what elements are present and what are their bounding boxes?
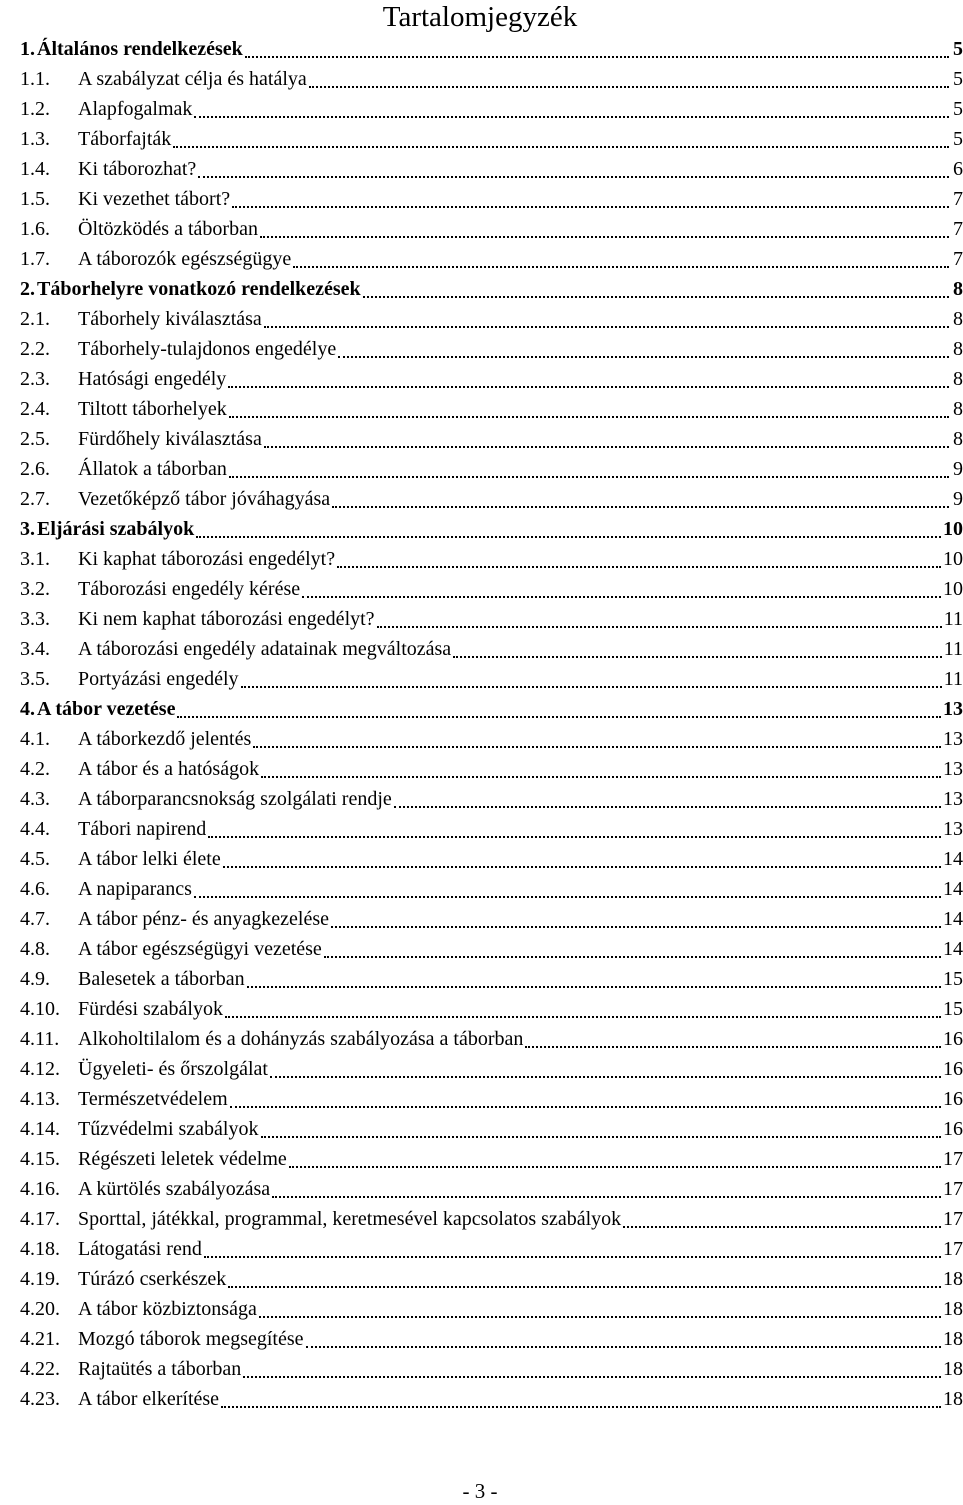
toc-entry-page: 13	[943, 698, 963, 720]
toc-entry-title: Tűzvédelmi szabályok	[78, 1118, 259, 1140]
toc-entry-number: 2.	[20, 278, 35, 300]
toc-entry-title: A tábor elkerítése	[78, 1388, 220, 1410]
dot-leader	[245, 34, 949, 64]
toc-section-entry[interactable]	[20, 1264, 963, 1294]
toc-entry-number: 4.18.	[20, 1238, 60, 1260]
toc-entry-number: 4.19.	[20, 1268, 60, 1290]
toc-section-entry[interactable]	[20, 1114, 963, 1144]
toc-entry-page: 11	[943, 668, 963, 690]
toc-section-entry[interactable]	[20, 784, 963, 814]
dot-leader	[194, 874, 941, 904]
toc-entry-title: Táborfajták	[78, 128, 172, 150]
toc-entry-page: 7	[953, 248, 963, 270]
toc-entry-number: 4.22.	[20, 1358, 60, 1380]
toc-entry-title: A táborparancsnokság szolgálati rendje	[78, 788, 392, 810]
toc-section-entry[interactable]	[20, 94, 963, 124]
toc-entry-page: 8	[953, 338, 963, 360]
toc-entry-number: 3.3.	[20, 608, 50, 630]
toc-chapter-entry[interactable]	[20, 274, 963, 304]
toc-entry-page: 8	[953, 308, 963, 330]
toc-section-entry[interactable]	[20, 394, 963, 424]
toc-entry-title: Portyázási engedély	[78, 668, 239, 690]
toc-section-entry[interactable]	[20, 1294, 963, 1324]
toc-section-entry[interactable]	[20, 244, 963, 274]
toc-entry-number: 4.10.	[20, 998, 60, 1020]
toc-entry-page: 17	[943, 1238, 963, 1260]
toc-section-entry[interactable]	[20, 994, 963, 1024]
toc-section-entry[interactable]	[20, 124, 963, 154]
toc-entry-page: 13	[943, 818, 963, 840]
toc-entry-number: 4.16.	[20, 1178, 60, 1200]
toc-entry-number: 2.5.	[20, 428, 50, 450]
toc-section-entry[interactable]	[20, 334, 963, 364]
toc-entry-page: 16	[943, 1028, 963, 1050]
toc-entry-page: 5	[953, 128, 963, 150]
toc-section-entry[interactable]	[20, 1144, 963, 1174]
toc-section-entry[interactable]	[20, 664, 963, 694]
toc-entry-title: A tábor lelki élete	[78, 848, 221, 870]
toc-entry-page: 14	[943, 878, 963, 900]
toc-entry-page: 5	[953, 98, 963, 120]
toc-entry-title: Régészeti leletek védelme	[78, 1148, 287, 1170]
toc-entry-number: 4.6.	[20, 878, 50, 900]
toc-entry-title: Tiltott táborhelyek	[78, 398, 227, 420]
toc-entry-number: 1.5.	[20, 188, 50, 210]
toc-section-entry[interactable]	[20, 904, 963, 934]
toc-entry-title: Táborhely-tulajdonos engedélye	[78, 338, 337, 360]
toc-section-entry[interactable]	[20, 1204, 963, 1234]
dot-leader	[198, 154, 949, 184]
dot-leader	[260, 214, 949, 244]
toc-entry-page: 9	[953, 458, 963, 480]
toc-section-entry[interactable]	[20, 544, 963, 574]
toc-entry-number: 2.2.	[20, 338, 50, 360]
toc-entry-page: 18	[943, 1298, 963, 1320]
toc-entry-page: 14	[943, 848, 963, 870]
toc-entry-number: 2.1.	[20, 308, 50, 330]
toc-entry-title: Állatok a táborban	[78, 458, 227, 480]
toc-entry-page: 8	[953, 428, 963, 450]
toc-section-entry[interactable]	[20, 304, 963, 334]
toc-entry-title: Túrázó cserkészek	[78, 1268, 227, 1290]
toc-entry-title: Ki nem kaphat táborozási engedélyt?	[78, 608, 375, 630]
toc-entry-page: 11	[943, 638, 963, 660]
toc-entry-page: 13	[943, 788, 963, 810]
toc-entry-page: 7	[953, 188, 963, 210]
toc-entry-page: 5	[953, 38, 963, 60]
toc-section-entry[interactable]	[20, 484, 963, 514]
dot-leader	[204, 1234, 941, 1264]
toc-section-entry[interactable]	[20, 814, 963, 844]
toc-section-entry[interactable]	[20, 1054, 963, 1084]
toc-entry-number: 4.7.	[20, 908, 50, 930]
dot-leader	[623, 1204, 941, 1234]
dot-leader	[177, 694, 941, 724]
toc-entry-title: A tábor egészségügyi vezetése	[78, 938, 322, 960]
dot-leader	[196, 514, 941, 544]
dot-leader	[293, 244, 949, 274]
toc-entry-title: A tábor és a hatóságok	[78, 758, 260, 780]
toc-entry-number: 4.13.	[20, 1088, 60, 1110]
toc-entry-number: 3.2.	[20, 578, 50, 600]
toc-section-entry[interactable]	[20, 874, 963, 904]
toc-entry-title: Látogatási rend	[78, 1238, 202, 1260]
toc-entry-number: 2.7.	[20, 488, 50, 510]
dot-leader	[223, 844, 941, 874]
toc-entry-number: 2.3.	[20, 368, 50, 390]
dot-leader	[264, 424, 949, 454]
toc-entry-number: 4.3.	[20, 788, 50, 810]
toc-entry-title: A tábor közbiztonsága	[78, 1298, 257, 1320]
toc-section-entry[interactable]	[20, 934, 963, 964]
dot-leader	[230, 1084, 941, 1114]
toc-entry-page: 16	[943, 1118, 963, 1140]
dot-leader	[229, 454, 949, 484]
dot-leader	[225, 994, 941, 1024]
toc-entry-title: Mozgó táborok megsegítése	[78, 1328, 304, 1350]
dot-leader	[270, 1054, 941, 1084]
dot-leader	[253, 724, 941, 754]
toc-entry-page: 15	[943, 968, 963, 990]
toc-entry-title: Fürdési szabályok	[78, 998, 223, 1020]
toc-entry-number: 4.11.	[20, 1028, 60, 1050]
toc-entry-title: Balesetek a táborban	[78, 968, 245, 990]
toc-entry-page: 8	[953, 398, 963, 420]
toc-section-entry[interactable]	[20, 424, 963, 454]
toc-entry-title: Általános rendelkezések	[37, 38, 243, 60]
dot-leader	[221, 1384, 941, 1414]
dot-leader	[272, 1174, 941, 1204]
toc-entry-number: 4.14.	[20, 1118, 60, 1140]
dot-leader	[302, 574, 941, 604]
toc-entry-page: 10	[943, 518, 963, 540]
toc-entry-page: 9	[953, 488, 963, 510]
dot-leader	[331, 904, 941, 934]
page-title: Tartalomjegyzék	[382, 1, 578, 33]
toc-entry-title: A tábor pénz- és anyagkezelése	[78, 908, 329, 930]
toc-entry-number: 4.8.	[20, 938, 50, 960]
toc-entry-title: Alapfogalmak	[78, 98, 193, 120]
dot-leader	[332, 484, 949, 514]
toc-entry-number: 4.5.	[20, 848, 50, 870]
toc-entry-number: 1.7.	[20, 248, 50, 270]
toc-entry-number: 4.17.	[20, 1208, 60, 1230]
toc-entry-title: Tábori napirend	[78, 818, 207, 840]
toc-entry-page: 13	[943, 728, 963, 750]
toc-section-entry[interactable]	[20, 1084, 963, 1114]
toc-entry-page: 17	[943, 1148, 963, 1170]
toc-entry-number: 4.4.	[20, 818, 50, 840]
dot-leader	[228, 364, 949, 394]
toc-entry-number: 1.2.	[20, 98, 50, 120]
toc-entry-page: 18	[943, 1388, 963, 1410]
toc-entry-title: Vezetőképző tábor jóváhagyása	[78, 488, 331, 510]
toc-entry-title: Eljárási szabályok	[37, 518, 195, 540]
dot-leader	[194, 94, 949, 124]
toc-entry-number: 4.2.	[20, 758, 50, 780]
toc-entry-number: 4.9.	[20, 968, 50, 990]
toc-section-entry[interactable]	[20, 364, 963, 394]
toc-entry-number: 1.4.	[20, 158, 50, 180]
toc-entry-title: A szabályzat célja és hatálya	[78, 68, 307, 90]
toc-entry-title: Táborhely kiválasztása	[78, 308, 262, 330]
dot-leader	[261, 1114, 942, 1144]
toc-entry-number: 4.21.	[20, 1328, 60, 1350]
dot-leader	[363, 274, 949, 304]
toc-entry-page: 10	[943, 548, 963, 570]
toc-entry-page: 8	[953, 278, 963, 300]
toc-entry-number: 3.5.	[20, 668, 50, 690]
toc-entry-title: Ki táborozhat?	[78, 158, 197, 180]
dot-leader	[261, 754, 941, 784]
toc-chapter-entry[interactable]	[20, 694, 963, 724]
toc-section-entry[interactable]	[20, 754, 963, 784]
toc-section-entry[interactable]	[20, 1234, 963, 1264]
toc-entry-page: 8	[953, 368, 963, 390]
toc-section-entry[interactable]	[20, 184, 963, 214]
toc-entry-page: 14	[943, 938, 963, 960]
dot-leader	[259, 1294, 941, 1324]
dot-leader	[377, 604, 942, 634]
toc-entry-title: A kürtölés szabályozása	[78, 1178, 271, 1200]
toc-entry-number: 1.	[20, 38, 35, 60]
toc-section-entry[interactable]	[20, 1324, 963, 1354]
toc-entry-page: 5	[953, 68, 963, 90]
dot-leader	[173, 124, 949, 154]
toc-entry-page: 18	[943, 1268, 963, 1290]
toc-entry-page: 18	[943, 1358, 963, 1380]
toc-entry-number: 4.12.	[20, 1058, 60, 1080]
toc-section-entry[interactable]	[20, 454, 963, 484]
toc-entry-page: 17	[943, 1178, 963, 1200]
toc-entry-page: 14	[943, 908, 963, 930]
dot-leader	[289, 1144, 941, 1174]
page-number: - 3 -	[462, 1479, 498, 1503]
dot-leader	[309, 64, 949, 94]
toc-entry-number: 4.20.	[20, 1298, 60, 1320]
toc-entry-page: 13	[943, 758, 963, 780]
dot-leader	[229, 394, 949, 424]
dot-leader	[243, 1354, 941, 1384]
toc-section-entry[interactable]	[20, 634, 963, 664]
toc-chapter-entry[interactable]	[20, 34, 963, 64]
dot-leader	[394, 784, 941, 814]
toc-entry-page: 7	[953, 218, 963, 240]
toc-entry-title: Fürdőhely kiválasztása	[78, 428, 262, 450]
toc-entry-number: 4.23.	[20, 1388, 60, 1410]
toc-entry-page: 11	[943, 608, 963, 630]
toc-entry-page: 16	[943, 1058, 963, 1080]
dot-leader	[228, 1264, 941, 1294]
toc-entry-page: 18	[943, 1328, 963, 1350]
dot-leader	[232, 184, 949, 214]
toc-section-entry[interactable]	[20, 1354, 963, 1384]
toc-section-entry[interactable]	[20, 964, 963, 994]
toc-entry-title: A tábor vezetése	[37, 698, 176, 720]
table-of-contents	[20, 34, 963, 1414]
toc-section-entry[interactable]	[20, 1024, 963, 1054]
toc-entry-number: 3.	[20, 518, 35, 540]
toc-entry-title: Táborhelyre vonatkozó rendelkezések	[37, 278, 361, 300]
dot-leader	[337, 544, 941, 574]
dot-leader	[324, 934, 941, 964]
toc-chapter-entry[interactable]	[20, 514, 963, 544]
dot-leader	[338, 334, 949, 364]
toc-section-entry[interactable]	[20, 64, 963, 94]
toc-entry-number: 1.1.	[20, 68, 50, 90]
dot-leader	[208, 814, 941, 844]
toc-entry-title: Ügyeleti- és őrszolgálat	[78, 1058, 268, 1080]
toc-entry-title: Ki vezethet tábort?	[78, 188, 231, 210]
dot-leader	[241, 664, 942, 694]
toc-section-entry[interactable]	[20, 844, 963, 874]
toc-section-entry[interactable]	[20, 1174, 963, 1204]
toc-entry-title: Öltözködés a táborban	[78, 218, 258, 240]
toc-entry-page: 15	[943, 998, 963, 1020]
toc-entry-title: A táborkezdő jelentés	[78, 728, 252, 750]
dot-leader	[453, 634, 942, 664]
toc-entry-title: A táborozási engedély adatainak megváltozása	[78, 638, 452, 660]
toc-entry-page: 6	[953, 158, 963, 180]
toc-entry-number: 1.3.	[20, 128, 50, 150]
toc-entry-number: 2.4.	[20, 398, 50, 420]
toc-entry-title: A napiparancs	[78, 878, 192, 900]
dot-leader	[264, 304, 949, 334]
toc-entry-number: 4.	[20, 698, 35, 720]
toc-section-entry[interactable]	[20, 604, 963, 634]
toc-entry-page: 17	[943, 1208, 963, 1230]
dot-leader	[306, 1324, 942, 1354]
toc-section-entry[interactable]	[20, 574, 963, 604]
toc-entry-title: Rajtaütés a táborban	[78, 1358, 242, 1380]
toc-entry-title: Alkoholtilalom és a dohányzás szabályozása a táborban	[78, 1028, 524, 1050]
toc-entry-title: Táborozási engedély kérése	[78, 578, 301, 600]
toc-entry-title: Ki kaphat táborozási engedélyt?	[78, 548, 336, 570]
toc-entry-title: Természetvédelem	[78, 1088, 228, 1110]
toc-entry-number: 1.6.	[20, 218, 50, 240]
toc-entry-number: 3.1.	[20, 548, 50, 570]
toc-section-entry[interactable]	[20, 154, 963, 184]
toc-entry-number: 4.15.	[20, 1148, 60, 1170]
toc-section-entry[interactable]	[20, 1384, 963, 1414]
toc-entry-title: A táborozók egészségügye	[78, 248, 292, 270]
toc-entry-number: 4.1.	[20, 728, 50, 750]
dot-leader	[247, 964, 941, 994]
toc-section-entry[interactable]	[20, 214, 963, 244]
toc-entry-number: 3.4.	[20, 638, 50, 660]
toc-entry-title: Hatósági engedély	[78, 368, 227, 390]
toc-entry-page: 10	[943, 578, 963, 600]
toc-entry-title: Sporttal, játékkal, programmal, keretmesével kapcsolatos szabályok	[78, 1208, 622, 1230]
toc-entry-page: 16	[943, 1088, 963, 1110]
toc-section-entry[interactable]	[20, 724, 963, 754]
toc-entry-number: 2.6.	[20, 458, 50, 480]
dot-leader	[525, 1024, 941, 1054]
